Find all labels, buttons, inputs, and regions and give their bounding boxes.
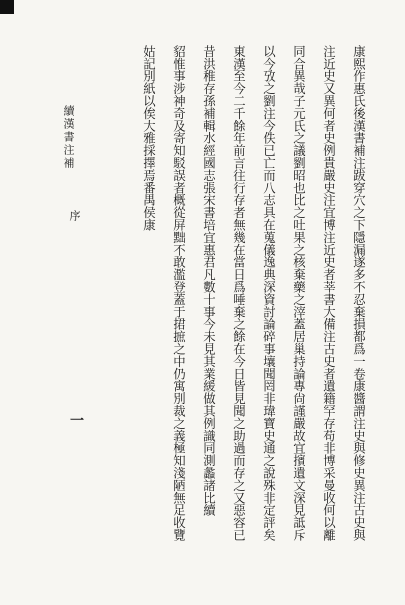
text-column-3: 同合異哉子元氏之議劉昭也比之吐果之核棄藥之滓蓋居巢持論專尙謹嚴故宜擯遺文深見詆斥 xyxy=(291,45,307,541)
text-column-1: 康熙作惠氏後漢書補注跋穿穴之下隱漏遂多不忍棄損都爲一卷康醬謂注史與修史異注古史與 xyxy=(351,45,367,541)
scan-corner-mark xyxy=(0,0,14,14)
document-page xyxy=(52,45,392,605)
margin-section-label: 序 xyxy=(68,210,81,221)
text-column-2: 注近史又異何者史例貴嚴史注宜博注近史者莘書大備注古史者遺籍罕存苟非博采曼收何以離 xyxy=(321,45,337,541)
margin-book-title: 續漢書注補 xyxy=(62,105,75,170)
text-column-8: 姑記別紙以俟大雅採擇焉番禺侯康 xyxy=(141,45,157,231)
page-number: 一 xyxy=(68,413,84,427)
text-column-4: 以今攷之劉注今佚已亡而八志具在蒐儀逸典深資討論碎事壤聞罔非瑋寶史通之說殊非定評矣 xyxy=(261,45,277,541)
text-column-5: 東漢至今二千餘年前言往行存者無幾在當日爲唾棄之餘在今日皆見聞之助過而存之又惡容已 xyxy=(231,45,247,541)
text-column-7: 貂惟事涉神奇及寄知駁誤者概從屏黜不敢濫登蓋于捃摭之中仍寓別裁之義極知淺陋無足收覽 xyxy=(171,45,187,541)
text-column-6: 昔洪稚存孫補輯水經國志張宋書培宜惠君凡數十事今未見其業緩做其例識同測蠡諸比續 xyxy=(201,45,217,517)
